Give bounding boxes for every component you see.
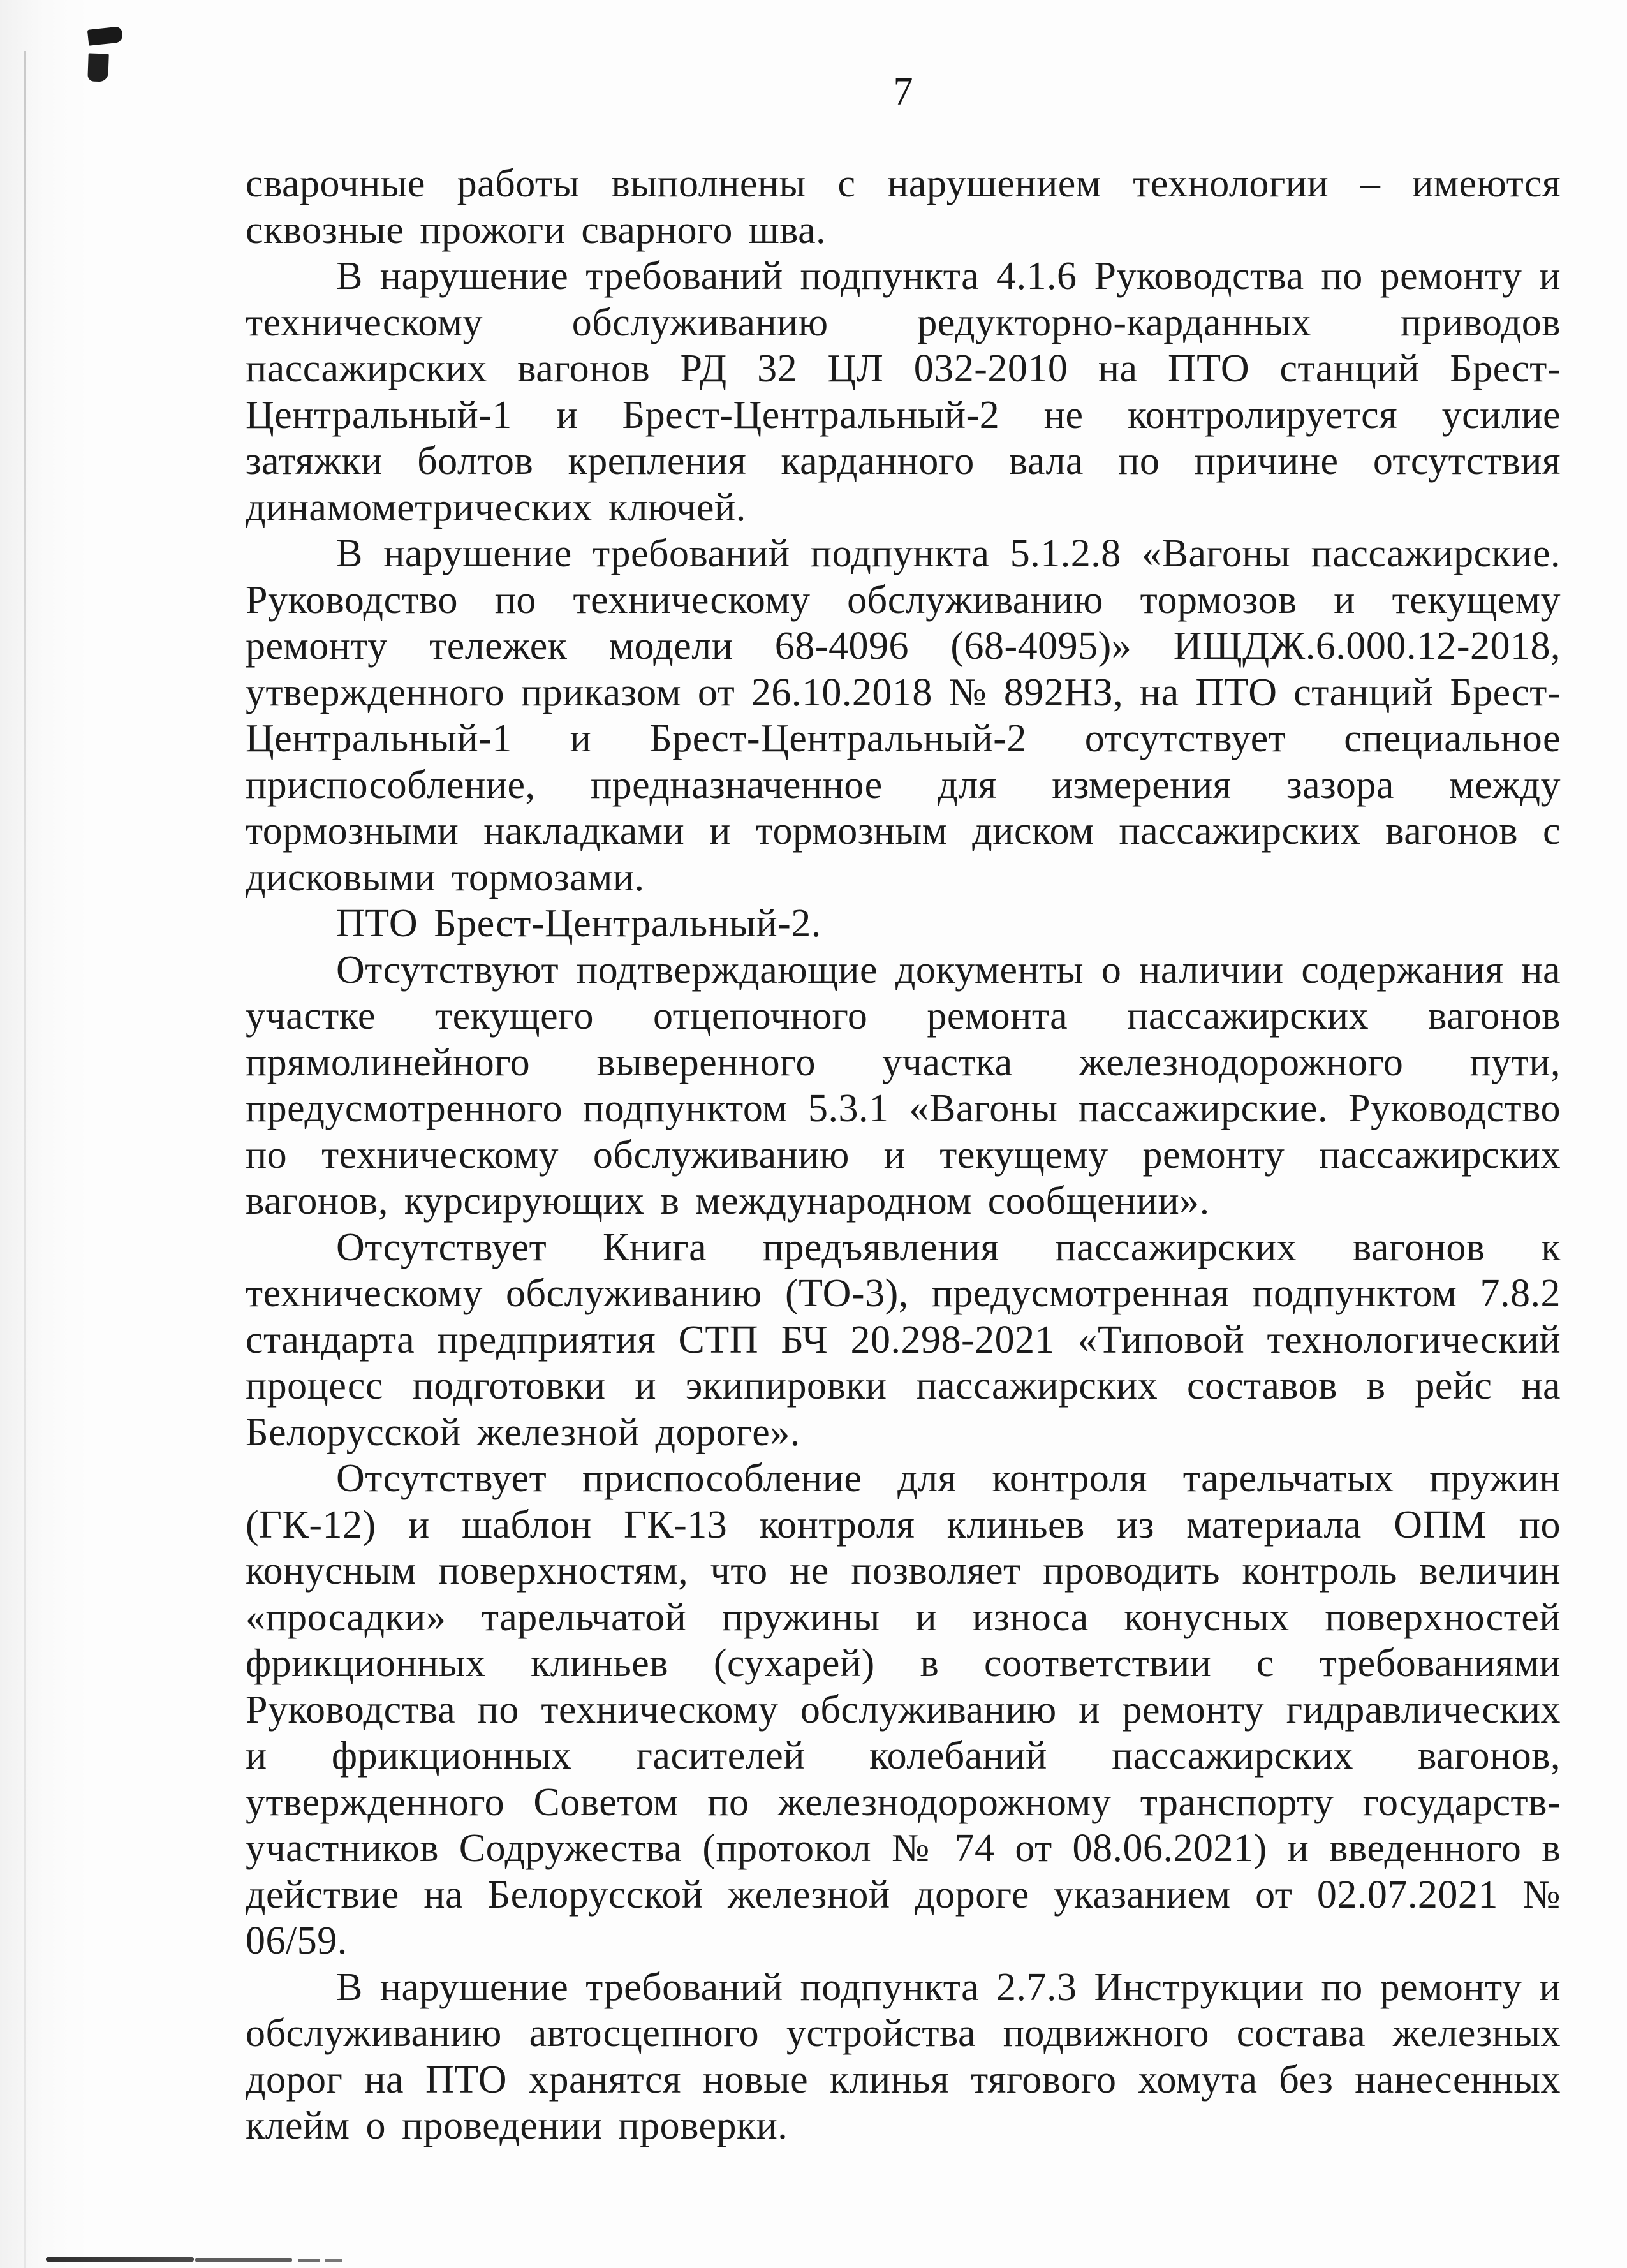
paragraph: Отсутствуют подтверждающие документы о наличии содержания на участке текущего отцепочного ремонта пассажирских вагонов прямолинейного выверенного участка железнодорожного пути, предусмотренного подпунктом 5.3.1 «Вагоны пассажирские. Руководство по техническому обслуживанию и текущему ремонту пассажирских вагонов, курсирующих в международном сообщении».	[246, 948, 1561, 1223]
page-number: 7	[893, 70, 913, 114]
document-body	[246, 161, 1561, 2149]
paragraph: В нарушение требований подпункта 4.1.6 Руководства по ремонту и техническому обслуживанию редукторно-карданных приводов пассажирских вагонов РД 32 ЦЛ 032-2010 на ПТО станций Брест-Центральный-1 и Брест-Центральный-2 не контролируется усилие затяжки болтов крепления карданного вала по причине отсутствия динамометрических ключей.	[246, 254, 1561, 529]
paragraph: В нарушение требований подпункта 2.7.3 Инструкции по ремонту и обслуживанию автосцепного устройства подвижного состава железных дорог на ПТО хранятся новые клинья тягового хомута без нанесенных клейм о проведении проверки.	[246, 1965, 1561, 2147]
scan-artifact-top-left-2	[87, 53, 109, 82]
bottom-scan-dash-2	[325, 2259, 342, 2262]
paragraph: сварочные работы выполнены с нарушением технологии – имеются сквозные прожоги сварного шва.	[246, 162, 1561, 252]
paragraph: ПТО Брест-Центральный-2.	[336, 902, 821, 945]
paragraph: Отсутствует Книга предъявления пассажирских вагонов к техническому обслуживанию (ТО-3), предусмотренная подпунктом 7.8.2 стандарта предприятия СТП БЧ 20.298-2021 «Типовой технологический процесс подготовки и экипировки пассажирских составов в рейс на Белорусской железной дороге».	[246, 1225, 1561, 1454]
bottom-scan-dash-1	[298, 2259, 320, 2262]
bottom-scan-line-segment-2	[195, 2258, 292, 2262]
bottom-scan-line-segment-1	[46, 2257, 194, 2262]
scanner-edge-line	[24, 51, 26, 2268]
paragraph: Отсутствует приспособление для контроля тарельчатых пружин (ГК-12) и шаблон ГК-13 контроля клиньев из материала ОПМ по конусным поверхностям, что не позволяет проводить контроль величин «просадки» тарельчатой пружины и износа конусных поверхностей фрикционных клиньев (сухарей) в соответствии с требованиями Руководства по техническому обслуживанию и ремонту гидравлических и фрикционных гасителей колебаний пассажирских вагонов, утвержденного Советом по железнодорожному транспорту государств-участников Содружества (протокол № 74 от 08.06.2021) и введенного в действие на Белорусской железной дороге указанием от 02.07.2021 № 06/59.	[246, 1457, 1561, 1962]
scan-artifact-top-left-1	[87, 26, 123, 46]
paragraph: В нарушение требований подпункта 5.1.2.8 «Вагоны пассажирские. Руководство по техническому обслуживанию тормозов и текущему ремонту тележек модели 68-4096 (68-4095)» ИЩДЖ.6.000.12-2018, утвержденного приказом от 26.10.2018 № 892НЗ, на ПТО станций Брест-Центральный-1 и Брест-Центральный-2 отсутствует специальное приспособление, предназначенное для измерения зазора между тормозными накладками и тормозным диском пассажирских вагонов с дисковыми тормозами.	[246, 532, 1561, 899]
